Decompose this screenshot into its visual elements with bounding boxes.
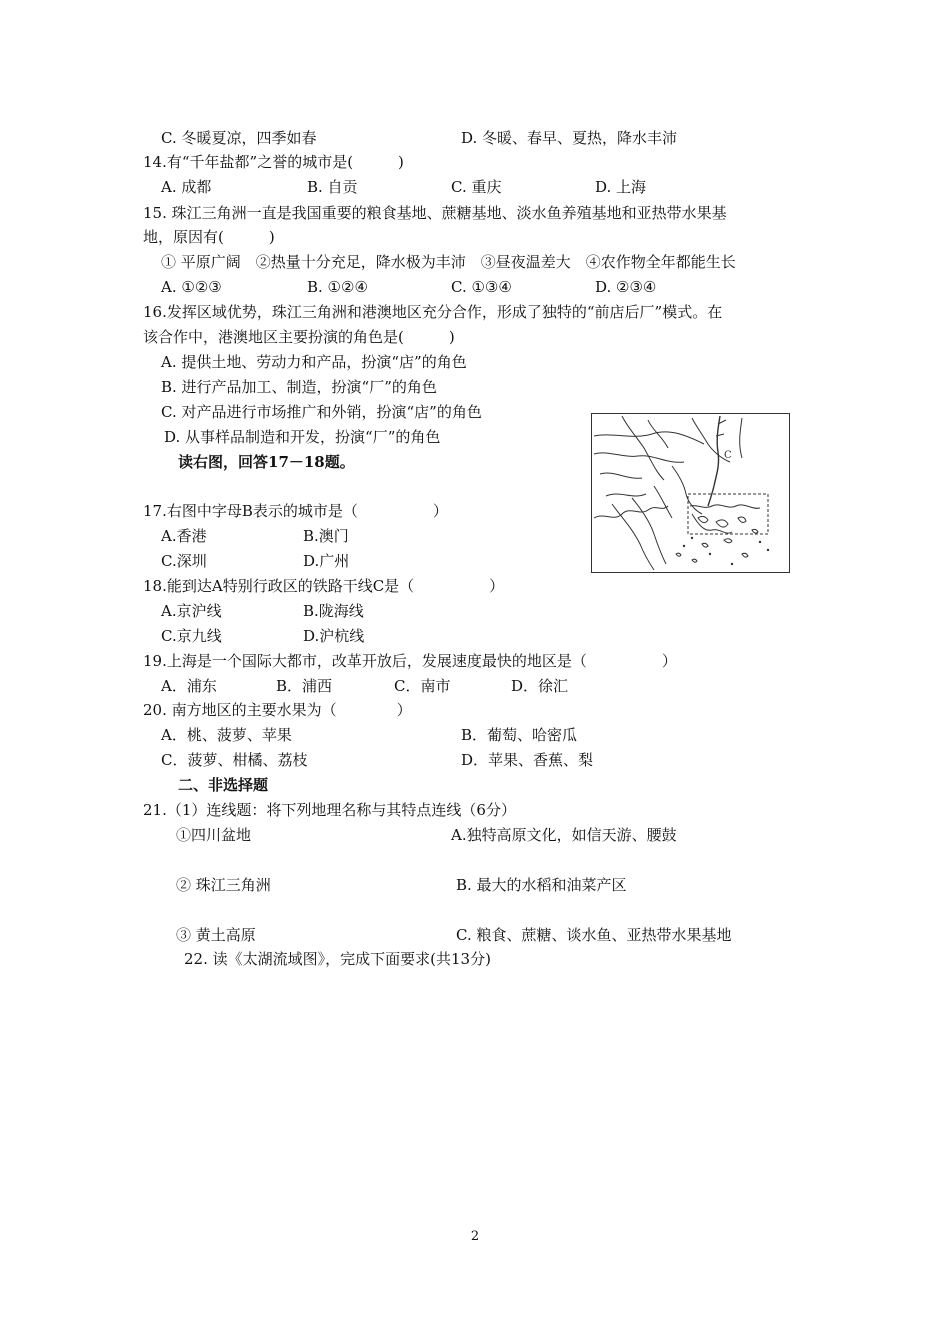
q19-stem: 19.上海是一个国际大都市，改革开放后，发展速度最快的地区是（ ） [143, 652, 677, 670]
q18-option-c: C.京九线 [161, 627, 222, 645]
q14-option-b: B. 自贡 [307, 178, 358, 196]
page-number: 2 [470, 1229, 480, 1244]
q18-option-d: D.沪杭线 [303, 627, 365, 645]
q16-option-c: C. 对产品进行市场推广和外销，扮演“店”的角色 [161, 403, 482, 421]
q16-option-a: A. 提供土地、劳动力和产品，扮演“店”的角色 [161, 353, 467, 371]
q17-option-d: D.广州 [303, 552, 350, 570]
q18-option-a: A.京沪线 [161, 602, 222, 620]
q16-option-d: D. 从事样品制造和开发，扮演“厂”的角色 [164, 428, 441, 446]
map-label-c: C [724, 450, 732, 461]
q20-option-c: C．菠萝、柑橘、荔枝 [161, 751, 308, 769]
q16-option-b: B. 进行产品加工、制造，扮演“厂”的角色 [161, 378, 437, 396]
q21-right-c: C. 粮食、蔗糖、谈水鱼、亚热带水果基地 [456, 926, 732, 944]
q20-stem: 20. 南方地区的主要水果为（ ） [143, 701, 412, 719]
q17-option-b: B.澳门 [303, 527, 349, 545]
q18-option-b: B.陇海线 [303, 602, 364, 620]
q14-option-c: C. 重庆 [451, 178, 502, 196]
q14-option-a: A. 成都 [161, 178, 212, 196]
q17-option-c: C.深圳 [161, 552, 207, 570]
q18-stem: 18.能到达A特别行政区的铁路干线C是（ ） [143, 577, 505, 595]
q16-stem-line2: 该合作中，港澳地区主要扮演的角色是( ) [143, 328, 455, 346]
q21-right-a: A.独特高原文化，如信天游、腰鼓 [451, 826, 677, 844]
q15-option-a: A. ①②③ [161, 278, 222, 296]
q19-option-a: A．浦东 [161, 677, 217, 695]
q21-left-1: ①四川盆地 [176, 826, 252, 844]
q14-stem: 14.有“千年盐都”之誉的城市是( ) [143, 153, 404, 171]
q15-option-c: C. ①③④ [451, 278, 512, 296]
q15-option-d: D. ②③④ [595, 278, 657, 296]
q21-right-b: B. 最大的水稻和油菜产区 [456, 876, 627, 894]
q20-option-d: D．苹果、香蕉、梨 [461, 751, 594, 769]
q20-option-b: B．葡萄、哈密瓜 [461, 726, 578, 744]
q22-stem: 22. 读《太湖流域图》，完成下面要求(共13分) [184, 950, 491, 968]
q16-stem-line1: 16.发挥区域优势，珠江三角洲和港澳地区充分合作，形成了独特的“前店后厂”模式。在 [143, 303, 723, 321]
q15-conditions: ① 平原广阔 ②热量十分充足，降水极为丰沛 ③昼夜温差大 ④农作物全年都能生长 [161, 253, 736, 271]
q20-option-a: A．桃、菠萝、苹果 [161, 726, 292, 744]
q13-option-d: D. 冬暖、春早、夏热，降水丰沛 [461, 129, 678, 147]
pearl-river-delta-map [591, 413, 790, 573]
q21-stem: 21.（1）连线题：将下列地理名称与其特点连线（6分） [143, 801, 516, 819]
q15-stem-line2: 地，原因有( ) [143, 228, 275, 246]
map-intro: 读右图，回答17－18题。 [178, 453, 355, 471]
q19-option-b: B．浦西 [276, 677, 333, 695]
q17-stem: 17.右图中字母B表示的城市是（ ） [143, 502, 448, 520]
q21-left-2: ② 珠江三角洲 [176, 876, 271, 894]
q21-left-3: ③ 黄土高原 [176, 926, 256, 944]
q15-option-b: B. ①②④ [307, 278, 368, 296]
q19-option-c: C．南市 [394, 677, 451, 695]
q17-option-a: A.香港 [161, 527, 207, 545]
q14-option-d: D. 上海 [595, 178, 647, 196]
section2-title: 二、非选择题 [178, 776, 269, 794]
q19-option-d: D．徐汇 [511, 677, 569, 695]
q13-option-c: C. 冬暖夏凉，四季如春 [161, 129, 317, 147]
map-drawing [592, 414, 788, 571]
q15-stem-line1: 15. 珠江三角洲一直是我国重要的粮食基地、蔗糖基地、淡水鱼养殖基地和亚热带水果基 [143, 204, 727, 222]
